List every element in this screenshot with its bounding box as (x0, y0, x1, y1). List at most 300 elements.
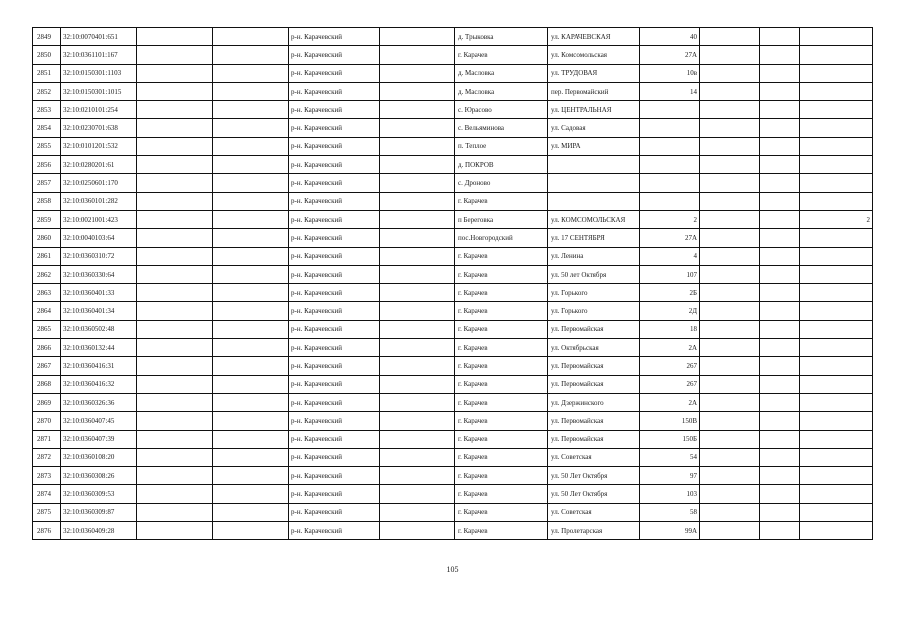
cell-house: 27А (640, 46, 700, 64)
empty-cell (137, 248, 213, 266)
cell-street: ул. МИРА (548, 138, 640, 156)
empty-cell (380, 65, 455, 83)
cell-street: ул. ЦЕНТРАЛЬНАЯ (548, 101, 640, 119)
cell-extra (800, 174, 873, 192)
cell-district: р-н. Карачевский (289, 504, 380, 522)
cell-district: р-н. Карачевский (289, 46, 380, 64)
empty-cell (213, 431, 289, 449)
cell-cadastral-number: 32:10:0210101:254 (61, 101, 137, 119)
empty-cell (700, 284, 760, 302)
cell-no: 2858 (33, 193, 61, 211)
cell-district: р-н. Карачевский (289, 28, 380, 46)
empty-cell (137, 193, 213, 211)
empty-cell (700, 83, 760, 101)
empty-cell (213, 46, 289, 64)
cell-house (640, 101, 700, 119)
cell-district: р-н. Карачевский (289, 467, 380, 485)
cell-district: р-н. Карачевский (289, 83, 380, 101)
empty-cell (760, 211, 800, 229)
cell-house: 267 (640, 376, 700, 394)
empty-cell (760, 284, 800, 302)
empty-cell (380, 284, 455, 302)
empty-cell (380, 321, 455, 339)
cell-locality: д. ПОКРОВ (455, 156, 548, 174)
cell-cadastral-number: 32:10:0360309:53 (61, 485, 137, 503)
empty-cell (760, 431, 800, 449)
cell-locality: г. Карачев (455, 248, 548, 266)
cell-cadastral-number: 32:10:0360108:20 (61, 449, 137, 467)
empty-cell (380, 431, 455, 449)
cell-district: р-н. Карачевский (289, 211, 380, 229)
empty-cell (380, 46, 455, 64)
empty-cell (760, 46, 800, 64)
cell-extra (800, 83, 873, 101)
empty-cell (380, 394, 455, 412)
cell-locality: г. Карачев (455, 467, 548, 485)
cell-no: 2871 (33, 431, 61, 449)
empty-cell (380, 156, 455, 174)
cell-locality: п. Теплое (455, 138, 548, 156)
cell-extra (800, 376, 873, 394)
empty-cell (213, 321, 289, 339)
cell-street (548, 193, 640, 211)
empty-cell (213, 28, 289, 46)
cell-locality: пос.Новгородский (455, 229, 548, 247)
empty-cell (137, 211, 213, 229)
cell-cadastral-number: 32:10:0360309:87 (61, 504, 137, 522)
cell-no: 2856 (33, 156, 61, 174)
empty-cell (137, 302, 213, 320)
cell-cadastral-number: 32:10:0360407:45 (61, 412, 137, 430)
empty-cell (760, 412, 800, 430)
empty-cell (700, 229, 760, 247)
cell-district: р-н. Карачевский (289, 302, 380, 320)
empty-cell (137, 156, 213, 174)
cell-no: 2867 (33, 357, 61, 375)
empty-cell (213, 193, 289, 211)
empty-cell (760, 485, 800, 503)
empty-cell (700, 156, 760, 174)
cell-no: 2861 (33, 248, 61, 266)
cell-house: 267 (640, 357, 700, 375)
cell-extra (800, 357, 873, 375)
cell-house: 2Д (640, 302, 700, 320)
cell-cadastral-number: 32:10:0150301:1103 (61, 65, 137, 83)
cell-cadastral-number: 32:10:0360416:31 (61, 357, 137, 375)
empty-cell (213, 376, 289, 394)
cell-district: р-н. Карачевский (289, 65, 380, 83)
cell-extra (800, 485, 873, 503)
cell-house: 54 (640, 449, 700, 467)
empty-cell (213, 266, 289, 284)
cell-no: 2866 (33, 339, 61, 357)
empty-cell (700, 28, 760, 46)
empty-cell (137, 28, 213, 46)
cell-extra (800, 321, 873, 339)
cell-house (640, 174, 700, 192)
empty-cell (380, 485, 455, 503)
empty-cell (213, 449, 289, 467)
cell-locality: с. Дроново (455, 174, 548, 192)
empty-cell (213, 229, 289, 247)
cell-district: р-н. Карачевский (289, 412, 380, 430)
cell-no: 2870 (33, 412, 61, 430)
empty-cell (213, 248, 289, 266)
cell-house: 103 (640, 485, 700, 503)
empty-cell (213, 211, 289, 229)
cell-house (640, 138, 700, 156)
cell-no: 2853 (33, 101, 61, 119)
cell-cadastral-number: 32:10:0230701:638 (61, 119, 137, 137)
empty-cell (760, 83, 800, 101)
empty-cell (137, 522, 213, 540)
cell-street: ул. Первомайская (548, 357, 640, 375)
empty-cell (137, 101, 213, 119)
cell-street: ул. Ленина (548, 248, 640, 266)
cell-cadastral-number: 32:10:0360416:32 (61, 376, 137, 394)
empty-cell (700, 485, 760, 503)
cell-house (640, 119, 700, 137)
cell-extra (800, 412, 873, 430)
empty-cell (213, 412, 289, 430)
cell-locality: г. Карачев (455, 376, 548, 394)
cell-no: 2874 (33, 485, 61, 503)
empty-cell (137, 46, 213, 64)
empty-cell (380, 357, 455, 375)
cell-extra (800, 339, 873, 357)
cell-no: 2864 (33, 302, 61, 320)
cell-district: р-н. Карачевский (289, 522, 380, 540)
cell-street: ул. 17 СЕНТЯБРЯ (548, 229, 640, 247)
empty-cell (213, 119, 289, 137)
cell-cadastral-number: 32:10:0360326:36 (61, 394, 137, 412)
empty-cell (760, 376, 800, 394)
cell-extra (800, 284, 873, 302)
empty-cell (760, 467, 800, 485)
cell-district: р-н. Карачевский (289, 138, 380, 156)
cell-locality: д. Трыковка (455, 28, 548, 46)
empty-cell (700, 321, 760, 339)
empty-cell (380, 376, 455, 394)
cell-cadastral-number: 32:10:0150301:1015 (61, 83, 137, 101)
empty-cell (137, 449, 213, 467)
cell-street: ул. Пролетарская (548, 522, 640, 540)
empty-cell (213, 284, 289, 302)
cell-no: 2868 (33, 376, 61, 394)
cell-locality: г. Карачев (455, 449, 548, 467)
cell-cadastral-number: 32:10:0360401:33 (61, 284, 137, 302)
empty-cell (760, 339, 800, 357)
cell-district: р-н. Карачевский (289, 284, 380, 302)
empty-cell (760, 193, 800, 211)
empty-cell (380, 83, 455, 101)
cell-locality: г. Карачев (455, 431, 548, 449)
empty-cell (700, 266, 760, 284)
empty-cell (700, 193, 760, 211)
cell-street: ул. Горького (548, 284, 640, 302)
empty-cell (700, 65, 760, 83)
cell-district: р-н. Карачевский (289, 431, 380, 449)
empty-cell (137, 284, 213, 302)
cell-extra (800, 266, 873, 284)
cell-no: 2869 (33, 394, 61, 412)
empty-cell (137, 266, 213, 284)
cell-district: р-н. Карачевский (289, 485, 380, 503)
cell-locality: с. Юрасово (455, 101, 548, 119)
empty-cell (137, 138, 213, 156)
empty-cell (380, 522, 455, 540)
cell-district: р-н. Карачевский (289, 229, 380, 247)
cell-extra (800, 467, 873, 485)
property-table (32, 27, 873, 540)
cell-cadastral-number: 32:10:0360308:26 (61, 467, 137, 485)
empty-cell (760, 504, 800, 522)
cell-locality: г. Карачев (455, 412, 548, 430)
cell-extra (800, 156, 873, 174)
empty-cell (760, 522, 800, 540)
cell-cadastral-number: 32:10:0360407:39 (61, 431, 137, 449)
empty-cell (700, 174, 760, 192)
empty-cell (137, 83, 213, 101)
empty-cell (137, 467, 213, 485)
cell-street: ул. Советская (548, 504, 640, 522)
cell-street: ул. Комсомольская (548, 46, 640, 64)
cell-district: р-н. Карачевский (289, 394, 380, 412)
cell-house: 150Б (640, 431, 700, 449)
cell-house: 150В (640, 412, 700, 430)
empty-cell (137, 412, 213, 430)
cell-house: 107 (640, 266, 700, 284)
empty-cell (760, 248, 800, 266)
cell-cadastral-number: 32:10:0250601:170 (61, 174, 137, 192)
cell-locality: г. Карачев (455, 302, 548, 320)
empty-cell (700, 449, 760, 467)
cell-extra (800, 302, 873, 320)
cell-locality: г. Карачев (455, 46, 548, 64)
empty-cell (380, 174, 455, 192)
empty-cell (380, 339, 455, 357)
cell-no: 2852 (33, 83, 61, 101)
cell-house: 27А (640, 229, 700, 247)
empty-cell (760, 28, 800, 46)
empty-cell (760, 357, 800, 375)
cell-house (640, 156, 700, 174)
cell-house: 4 (640, 248, 700, 266)
empty-cell (760, 138, 800, 156)
empty-cell (760, 302, 800, 320)
empty-cell (700, 211, 760, 229)
cell-locality: г. Карачев (455, 394, 548, 412)
cell-extra (800, 431, 873, 449)
empty-cell (213, 302, 289, 320)
empty-cell (760, 65, 800, 83)
empty-cell (137, 504, 213, 522)
cell-extra (800, 248, 873, 266)
empty-cell (137, 376, 213, 394)
cell-house: 18 (640, 321, 700, 339)
cell-no: 2857 (33, 174, 61, 192)
empty-cell (213, 394, 289, 412)
empty-cell (213, 101, 289, 119)
empty-cell (760, 101, 800, 119)
cell-house: 14 (640, 83, 700, 101)
cell-no: 2855 (33, 138, 61, 156)
empty-cell (137, 431, 213, 449)
empty-cell (700, 46, 760, 64)
empty-cell (137, 321, 213, 339)
cell-locality: г. Карачев (455, 339, 548, 357)
cell-house: 58 (640, 504, 700, 522)
empty-cell (380, 449, 455, 467)
cell-district: р-н. Карачевский (289, 339, 380, 357)
cell-locality: г. Карачев (455, 266, 548, 284)
cell-no: 2872 (33, 449, 61, 467)
empty-cell (700, 522, 760, 540)
cell-district: р-н. Карачевский (289, 266, 380, 284)
cell-no: 2862 (33, 266, 61, 284)
empty-cell (213, 504, 289, 522)
cell-street: ул. Первомайская (548, 412, 640, 430)
cell-extra: 2 (800, 211, 873, 229)
cell-cadastral-number: 32:10:0360310:72 (61, 248, 137, 266)
empty-cell (213, 65, 289, 83)
cell-extra (800, 449, 873, 467)
cell-street: ул. КОМСОМОЛЬСКАЯ (548, 211, 640, 229)
empty-cell (380, 302, 455, 320)
empty-cell (700, 138, 760, 156)
cell-locality: п Береговка (455, 211, 548, 229)
empty-cell (213, 467, 289, 485)
cell-district: р-н. Карачевский (289, 101, 380, 119)
cell-cadastral-number: 32:10:0360101:282 (61, 193, 137, 211)
cell-no: 2873 (33, 467, 61, 485)
cell-no: 2854 (33, 119, 61, 137)
cell-district: р-н. Карачевский (289, 248, 380, 266)
cell-extra (800, 46, 873, 64)
cell-cadastral-number: 32:10:0280201:61 (61, 156, 137, 174)
cell-house: 2 (640, 211, 700, 229)
cell-extra (800, 28, 873, 46)
empty-cell (700, 394, 760, 412)
empty-cell (760, 394, 800, 412)
empty-cell (137, 339, 213, 357)
cell-house: 97 (640, 467, 700, 485)
cell-cadastral-number: 32:10:0361101:167 (61, 46, 137, 64)
empty-cell (137, 485, 213, 503)
cell-cadastral-number: 32:10:0070401:651 (61, 28, 137, 46)
cell-house: 2Б (640, 284, 700, 302)
empty-cell (700, 376, 760, 394)
cell-extra (800, 522, 873, 540)
empty-cell (760, 229, 800, 247)
empty-cell (380, 211, 455, 229)
cell-street: ул. 50 Лет Октября (548, 485, 640, 503)
cell-street: ул. КАРАЧЕВСКАЯ (548, 28, 640, 46)
empty-cell (380, 138, 455, 156)
cell-district: р-н. Карачевский (289, 156, 380, 174)
empty-cell (760, 449, 800, 467)
cell-no: 2863 (33, 284, 61, 302)
empty-cell (137, 65, 213, 83)
cell-street (548, 174, 640, 192)
cell-street: ул. Дзержинского (548, 394, 640, 412)
cell-no: 2860 (33, 229, 61, 247)
empty-cell (380, 248, 455, 266)
cell-district: р-н. Карачевский (289, 174, 380, 192)
cell-district: р-н. Карачевский (289, 357, 380, 375)
cell-street: ул. Советская (548, 449, 640, 467)
cell-house (640, 193, 700, 211)
cell-cadastral-number: 32:10:0101201:532 (61, 138, 137, 156)
empty-cell (700, 302, 760, 320)
cell-extra (800, 119, 873, 137)
cell-extra (800, 65, 873, 83)
cell-locality: г. Карачев (455, 522, 548, 540)
empty-cell (213, 522, 289, 540)
cell-street: ул. Горького (548, 302, 640, 320)
empty-cell (700, 101, 760, 119)
empty-cell (137, 357, 213, 375)
cell-cadastral-number: 32:10:0021001:423 (61, 211, 137, 229)
cell-cadastral-number: 32:10:0360330:64 (61, 266, 137, 284)
empty-cell (380, 229, 455, 247)
cell-district: р-н. Карачевский (289, 376, 380, 394)
cell-cadastral-number: 32:10:0360132:44 (61, 339, 137, 357)
cell-street: ул. Первомайская (548, 431, 640, 449)
empty-cell (380, 412, 455, 430)
cell-cadastral-number: 32:10:0040103:64 (61, 229, 137, 247)
cell-house: 2А (640, 339, 700, 357)
cell-street (548, 156, 640, 174)
cell-extra (800, 504, 873, 522)
cell-street: ул. 50 лет Октября (548, 266, 640, 284)
cell-street: ул. Октябрьская (548, 339, 640, 357)
empty-cell (380, 266, 455, 284)
empty-cell (137, 229, 213, 247)
empty-cell (700, 339, 760, 357)
cell-house: 99А (640, 522, 700, 540)
cell-street: ул. ТРУДОВАЯ (548, 65, 640, 83)
empty-cell (213, 339, 289, 357)
empty-cell (137, 174, 213, 192)
cell-house: 40 (640, 28, 700, 46)
cell-locality: с. Вельяминова (455, 119, 548, 137)
cell-no: 2850 (33, 46, 61, 64)
cell-no: 2859 (33, 211, 61, 229)
cell-no: 2849 (33, 28, 61, 46)
empty-cell (213, 357, 289, 375)
cell-district: р-н. Карачевский (289, 119, 380, 137)
empty-cell (213, 156, 289, 174)
cell-locality: г. Карачев (455, 485, 548, 503)
empty-cell (700, 504, 760, 522)
empty-cell (380, 28, 455, 46)
empty-cell (700, 119, 760, 137)
cell-locality: г. Карачев (455, 504, 548, 522)
cell-district: р-н. Карачевский (289, 449, 380, 467)
cell-extra (800, 193, 873, 211)
empty-cell (700, 431, 760, 449)
cell-extra (800, 101, 873, 119)
cell-no: 2851 (33, 65, 61, 83)
empty-cell (700, 248, 760, 266)
cell-locality: д. Масловка (455, 83, 548, 101)
empty-cell (380, 467, 455, 485)
cell-house: 10в (640, 65, 700, 83)
empty-cell (700, 412, 760, 430)
empty-cell (380, 101, 455, 119)
empty-cell (380, 119, 455, 137)
